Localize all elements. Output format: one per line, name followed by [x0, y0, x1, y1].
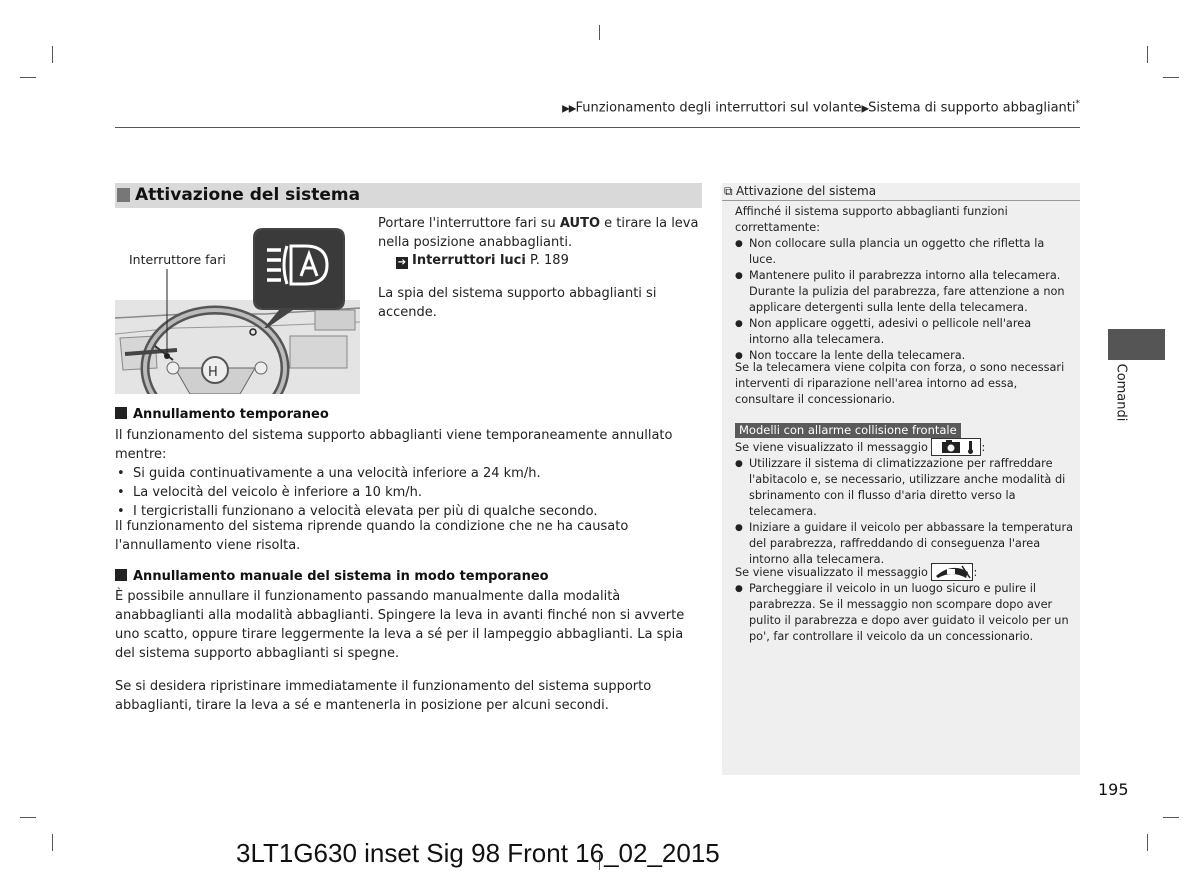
list-item: ● Utilizzare il sistema di climatizzazione per raffreddare l'abitacolo e, se necessario, utilizzare anche modalità di sbrinamento con il flusso d'aria diretto verso la telecamera. [735, 456, 1075, 520]
side-panel-header [722, 183, 1080, 201]
square-marker-icon [117, 188, 130, 202]
breadcrumb-part1: Funzionamento degli interruttori sul volante [575, 100, 862, 116]
asterisk: * [1075, 99, 1080, 109]
list-item: • Si guida continuativamente a una velocità inferiore a 24 km/h. [115, 464, 705, 483]
intro-auto: AUTO [559, 216, 601, 231]
list-item: ● Non applicare oggetti, adesivi o pellicole nell'area intorno alla telecamera. [735, 316, 1070, 348]
message1-label: Se viene visualizzato il messaggio [735, 441, 928, 454]
message2-block [735, 563, 1075, 645]
ref-label: Interruttori luci [412, 253, 526, 268]
chapter-tab [1108, 329, 1165, 360]
page-number: 195 [1098, 780, 1129, 799]
message2-label: Se viene visualizzato il messaggio [735, 566, 928, 579]
square-bullet-icon [115, 569, 127, 581]
temp-cancel-intro: Il funzionamento del sistema supporto abbaglianti viene temporaneamente annullato mentre: [115, 428, 673, 462]
triangle-icon: ▶▶ [562, 103, 576, 115]
callout-bubble [253, 228, 345, 328]
crop-mark [1163, 817, 1179, 818]
temp-cancel-list [115, 464, 705, 521]
intro-paragraph [378, 214, 702, 252]
svg-text:H: H [208, 365, 218, 380]
list-item: ● Iniziare a guidare il veicolo per abbassare la temperatura del parabrezza, raffreddando di conseguenza l'area intorno alla telecamera. [735, 520, 1075, 568]
temp-cancel-heading-text: Annullamento temporaneo [133, 407, 329, 422]
intro-post: e tirare la leva nella posizione anabbaglianti. [378, 216, 699, 250]
list-item: ● Non toccare la lente della telecamera. [735, 348, 1070, 364]
breadcrumb [562, 99, 1080, 115]
crop-mark [20, 77, 36, 78]
indicator-text: La spia del sistema supporto abbaglianti si accende. [378, 286, 657, 320]
model-tag-text: Modelli con allarme collisione frontale [735, 423, 961, 438]
model-tag [735, 419, 961, 438]
manual-cancel-para1: È possibile annullare il funzionamento passando manualmente dalla modalità anabbaglianti alla modalità abbaglianti. Spingere la leva in avanti finché non si avverte uno scatto, oppure tirare leggermente la leva a sé per il lampeggio abbaglianti. La spia del sistema supporto abbaglianti si spegne. [115, 589, 685, 661]
colon: : [981, 441, 986, 454]
crop-mark [20, 817, 36, 818]
side-intro-block [735, 204, 1070, 364]
side-head-title: Attivazione del sistema [736, 184, 877, 198]
square-bullet-icon [115, 407, 127, 419]
auto-high-beam-indicator-icon [253, 228, 345, 328]
list-item: ● Parcheggiare il veicolo in un luogo sicuro e pulire il parabrezza. Se il messaggio non scompare dopo aver pulito il parabrezza e dopo aver guidato il veicolo per un po', far controllare il veicolo da un concessionario. [735, 581, 1075, 645]
manual-cancel-para2: Se si desidera ripristinare immediatamente il funzionamento del sistema supporto abbaglianti, tirare la leva a sé e mantenerla in posizione per alcuni secondi. [115, 679, 652, 713]
chapter-tab-label-wrap [1098, 365, 1138, 425]
intro-pre: Portare l'interruttore fari su [378, 216, 560, 231]
triangle-icon: ▶ [861, 103, 869, 115]
crop-mark [1147, 834, 1148, 851]
ref-page: P. 189 [525, 253, 569, 268]
list-item: ● Non collocare sulla plancia un oggetto che rifletta la luce. [735, 236, 1070, 268]
crop-mark [52, 46, 53, 63]
section-title-bar [115, 183, 702, 208]
print-slug: 3LT1G630 inset Sig 98 Front 16_02_2015 [236, 838, 720, 868]
list-item: • La velocità del veicolo è inferiore a 10 km/h. [115, 483, 705, 502]
cross-reference[interactable] [396, 251, 569, 270]
list-item: • I tergicristalli funzionano a velocità elevata per più di qualche secondo. [115, 502, 705, 521]
crop-mark [1147, 46, 1148, 63]
temp-cancel-block [115, 426, 705, 521]
dashboard-illustration [115, 218, 360, 394]
message1-list [735, 456, 1075, 568]
temp-cancel-resume: Il funzionamento del sistema riprende quando la condizione che ne ha causato l'annullamento viene risolta. [115, 519, 629, 553]
camera-obstructed-message-icon [931, 563, 973, 581]
header-rule [115, 127, 1080, 128]
message1-block [735, 438, 1075, 568]
manual-cancel-heading [115, 569, 549, 584]
camera-temperature-message-icon [931, 438, 981, 456]
side-intro: Affinché il sistema supporto abbaglianti funzioni correttamente: [735, 205, 1008, 234]
side-head-arrow-icon: ⧉ [724, 184, 733, 198]
section-title: Attivazione del sistema [135, 185, 361, 205]
breadcrumb-part2: Sistema di supporto abbaglianti [868, 100, 1076, 116]
chapter-tab-label: Comandi [1113, 363, 1129, 422]
temp-cancel-heading [115, 407, 329, 422]
crop-mark [1163, 77, 1179, 78]
crop-mark [52, 834, 53, 851]
figure-label: Interruttore fari [129, 252, 226, 267]
side-list [735, 236, 1070, 364]
crop-mark [599, 25, 600, 40]
colon: : [973, 566, 978, 579]
list-item: ● Mantenere pulito il parabrezza intorno alla telecamera. Durante la pulizia del parabrezza, fare attenzione a non applicare detergenti sulla lente della telecamera. [735, 268, 1070, 316]
side-impact: Se la telecamera viene colpita con forza, o sono necessari interventi di riparazione nell'area intorno ad essa, consultare il concessionario. [735, 361, 1065, 406]
manual-cancel-heading-text: Annullamento manuale del sistema in modo temporaneo [133, 569, 549, 584]
message2-list [735, 581, 1075, 645]
reference-arrow-icon: ➔ [397, 257, 407, 268]
